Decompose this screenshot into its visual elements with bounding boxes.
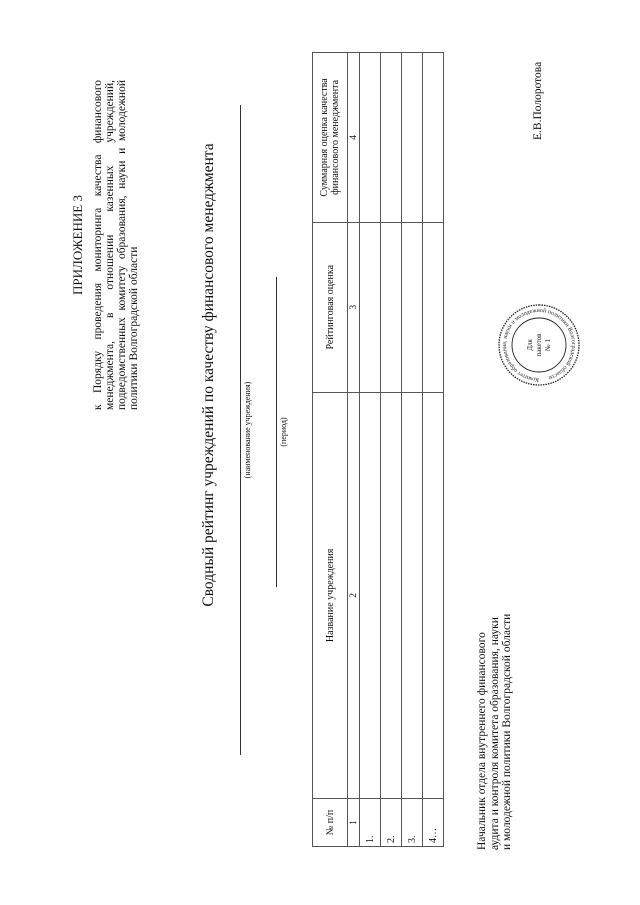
table-cell bbox=[423, 392, 444, 798]
table-row bbox=[360, 53, 381, 847]
table-cell bbox=[360, 392, 381, 798]
institution-line bbox=[240, 105, 241, 755]
table-number-row bbox=[348, 53, 360, 847]
table-cell bbox=[360, 222, 381, 392]
appendix-intro: к Порядку проведения мониторинга качества финансового менеджмента, в отношении казенных учреждений, подведомственных комитету образования, науки и молодежной политики Волгоградской области bbox=[92, 80, 140, 410]
table-cell bbox=[360, 53, 381, 223]
document-title: Сводный рейтинг учреждений по качеству финансового менеджмента bbox=[200, 143, 217, 607]
stamp-center-line-2: пакетов bbox=[535, 333, 543, 357]
period-caption: (период) bbox=[279, 417, 288, 447]
table-cell bbox=[402, 53, 423, 223]
col-header-total: Суммарная оценка качества финансового менеджмента bbox=[313, 53, 348, 223]
period-line bbox=[276, 277, 277, 587]
col-number: 4 bbox=[348, 53, 360, 223]
table-cell bbox=[423, 53, 444, 223]
signature-position: Начальник отдела внутреннего финансового аудита и контроля комитета образования, науки и молодежной политики Волгоградской области bbox=[476, 613, 513, 850]
col-number: 3 bbox=[348, 222, 360, 392]
stamp-ring-text: Комитет образования, науки и молодежной политики Волгоградской области bbox=[501, 307, 577, 383]
table-cell bbox=[381, 222, 402, 392]
row-number: 2. bbox=[381, 799, 402, 847]
table-row bbox=[381, 53, 402, 847]
col-number: 1 bbox=[348, 799, 360, 847]
row-number: 3. bbox=[402, 799, 423, 847]
col-header-institution: Название учреждения bbox=[313, 392, 348, 798]
table-cell bbox=[402, 222, 423, 392]
col-header-number: № п/п bbox=[313, 799, 348, 847]
official-stamp bbox=[497, 303, 581, 387]
signature-name: Е.В.Полоротова bbox=[532, 61, 544, 140]
appendix-header bbox=[70, 80, 140, 410]
appendix-label: ПРИЛОЖЕНИЕ 3 bbox=[70, 195, 85, 295]
row-number: 4… bbox=[423, 799, 444, 847]
row-number: 1. bbox=[360, 799, 381, 847]
institution-caption: (наименование учреждения) bbox=[243, 381, 252, 479]
table-row bbox=[402, 53, 423, 847]
table-header-row bbox=[313, 53, 348, 847]
stamp-center-line-3: № 1 bbox=[544, 339, 552, 351]
rating-table bbox=[312, 52, 444, 847]
col-number: 2 bbox=[348, 392, 360, 798]
table-row bbox=[423, 53, 444, 847]
stamp-center-line-1: Для bbox=[526, 339, 534, 351]
table-cell bbox=[402, 392, 423, 798]
col-header-rating: Рейтинговая оценка bbox=[313, 222, 348, 392]
table-cell bbox=[381, 392, 402, 798]
table-cell bbox=[381, 53, 402, 223]
table-cell bbox=[423, 222, 444, 392]
